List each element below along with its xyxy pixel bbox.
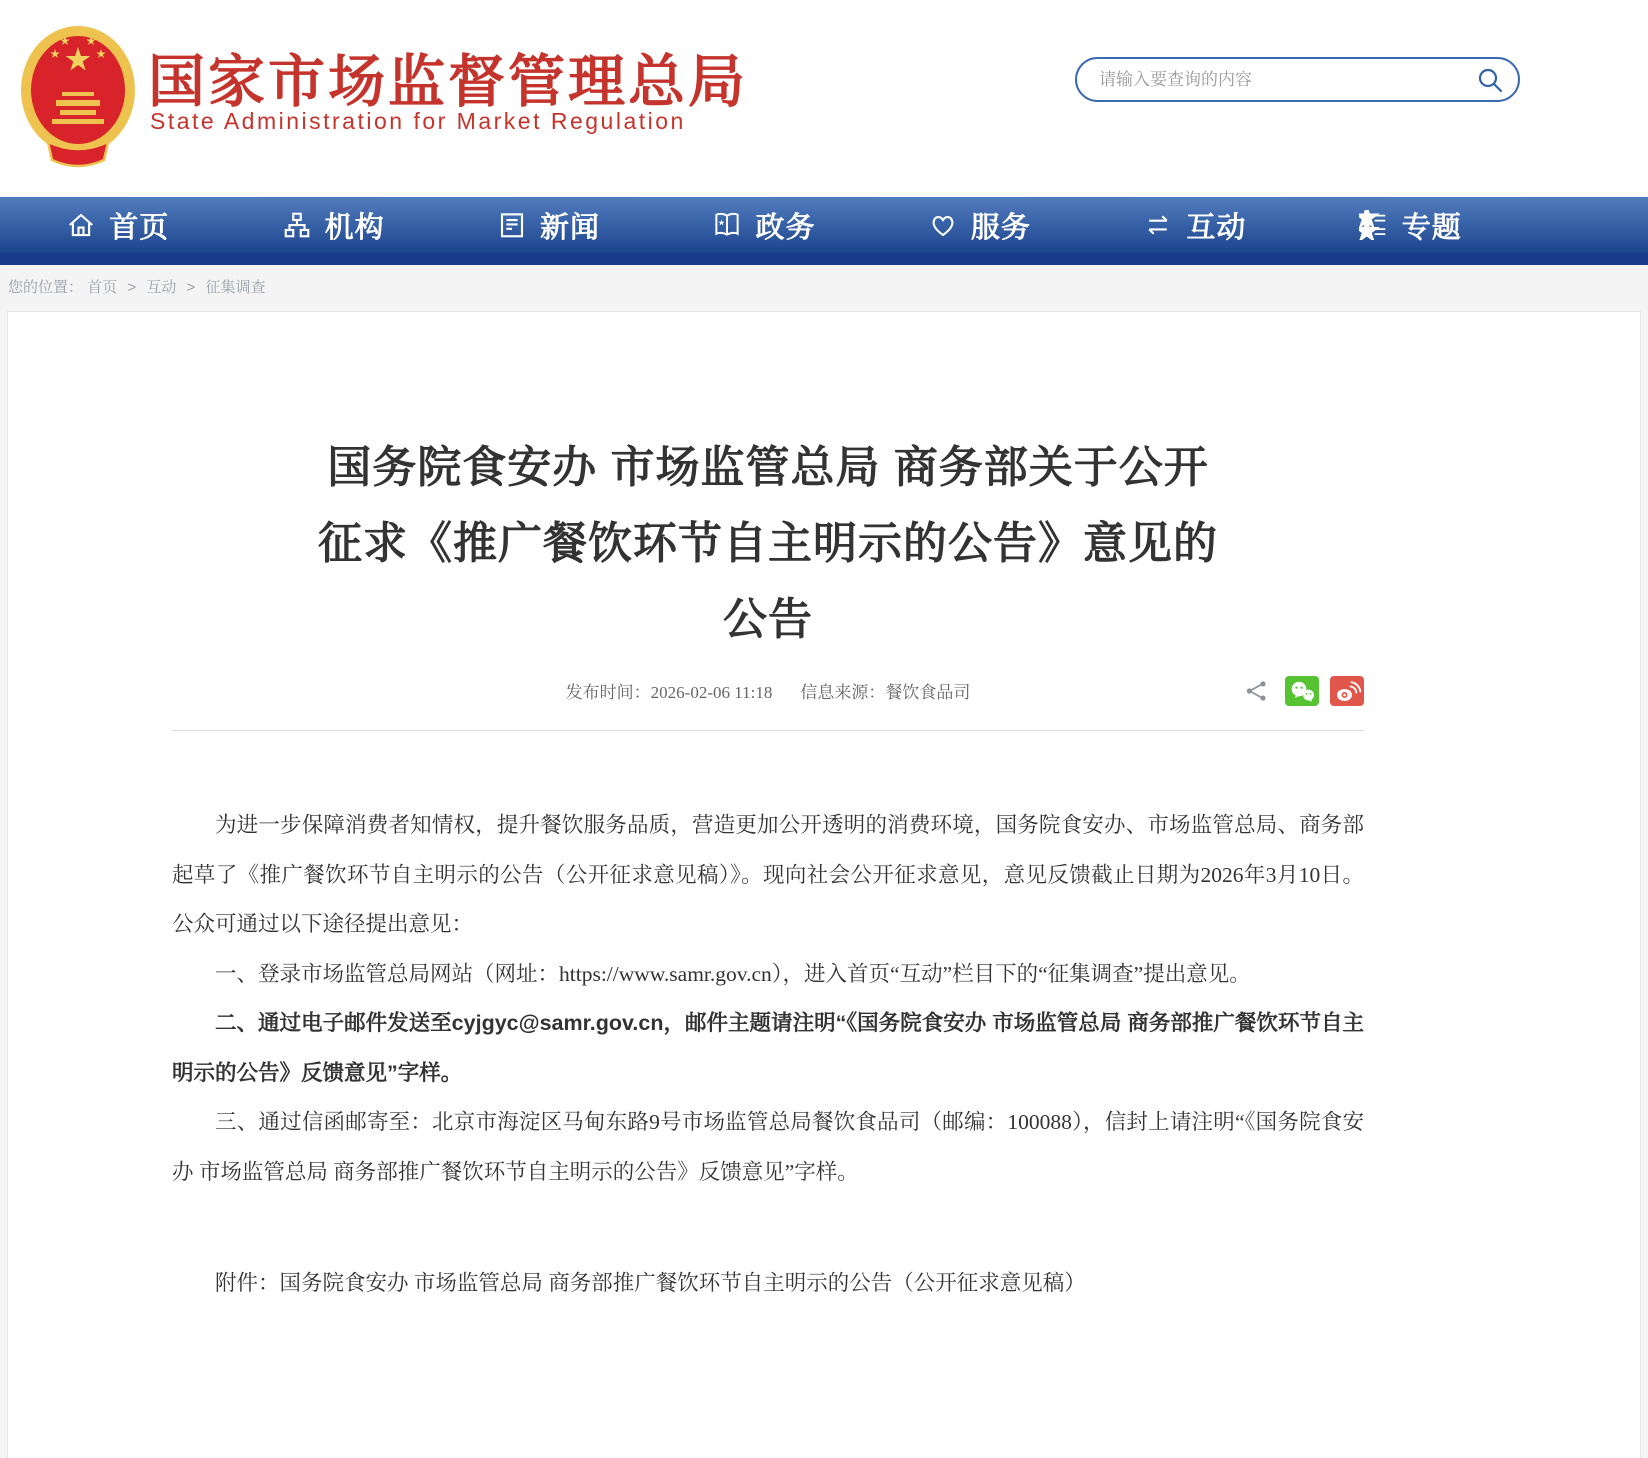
news-icon bbox=[497, 210, 527, 240]
paragraph: 一、登录市场监管总局网站（网址：https://www.samr.gov.cn），进入首页“互动”栏目下的“征集调查”提出意见。 bbox=[215, 961, 1251, 986]
nav-item-gov-affairs[interactable] bbox=[712, 205, 815, 246]
publish-time-value: 2026-02-06 11:18 bbox=[650, 683, 773, 702]
nav-label: 政务 bbox=[755, 211, 816, 244]
nav-item-services[interactable] bbox=[928, 205, 1031, 246]
search-button[interactable] bbox=[1476, 66, 1504, 94]
nav-item-interact[interactable] bbox=[1143, 205, 1246, 246]
article-title bbox=[172, 312, 1364, 658]
breadcrumb-prefix: 您的位置： bbox=[8, 279, 84, 296]
heart-icon bbox=[928, 210, 958, 240]
nav-label: 专题 bbox=[1401, 211, 1462, 244]
breadcrumb-separator: > bbox=[127, 279, 137, 296]
nav-label: 首页 bbox=[109, 211, 170, 244]
wechat-icon[interactable] bbox=[1285, 676, 1319, 706]
article-body bbox=[172, 801, 1364, 1197]
paragraph: 三、通过信函邮寄至：北京市海淀区马甸东路9号市场监管总局餐饮食品司（邮编：100088），信封上请注明“《国务院食安办 市场监管总局 商务部推广餐饮环节自主明示的公告》反馈意见”字样。 bbox=[172, 1110, 1364, 1184]
breadcrumb-home-link[interactable]: 首页 bbox=[87, 279, 118, 296]
article-title-line: 国务院食安办 市场监管总局 商务部关于公开 bbox=[327, 443, 1209, 492]
article-meta bbox=[172, 676, 1364, 710]
nav-label: 服务 bbox=[970, 211, 1031, 244]
breadcrumb-separator: > bbox=[186, 279, 196, 296]
breadcrumb-interact-link[interactable]: 互动 bbox=[146, 279, 177, 296]
nav-label: 机构 bbox=[324, 211, 385, 244]
site-header bbox=[0, 0, 1648, 197]
main-nav bbox=[0, 197, 1648, 253]
site-subtitle-en: State Administration for Market Regulation bbox=[150, 108, 686, 134]
star-list-icon bbox=[1359, 210, 1389, 240]
search-icon bbox=[1476, 82, 1504, 97]
national-emblem-logo[interactable] bbox=[18, 22, 138, 170]
nav-item-orgs[interactable] bbox=[282, 205, 385, 246]
share-nodes-icon[interactable] bbox=[1240, 676, 1274, 706]
nav-item-news[interactable] bbox=[497, 205, 600, 246]
paragraph: 为进一步保障消费者知情权，提升餐饮服务品质，营造更加公开透明的消费环境，国务院食安办、市场监管总局、商务部起草了《推广餐饮环节自主明示的公告（公开征求意见稿）》。现向社会公开征求意见，意见反馈截止日期为2026年3月10日。公众可通过以下途径提出意见： bbox=[172, 813, 1364, 936]
search-box bbox=[1075, 57, 1520, 102]
meta-divider bbox=[172, 730, 1364, 731]
article-title-line: 征求《推广餐饮环节自主明示的公告》意见的 bbox=[318, 519, 1218, 568]
source-value: 餐饮食品司 bbox=[885, 683, 971, 702]
attachment-link[interactable]: 附件：国务院食安办 市场监管总局 商务部推广餐饮环节自主明示的公告（公开征求意见稿） bbox=[215, 1271, 1086, 1295]
source-label: 信息来源： bbox=[800, 683, 886, 702]
article-title-line: 公告 bbox=[723, 595, 813, 644]
share-group bbox=[1240, 676, 1364, 706]
paragraph-email-channel: 二、通过电子邮件发送至cyjgyc@samr.gov.cn，邮件主题请注明“《国务院食安办 市场监管总局 商务部推广餐饮环节自主明示的公告》反馈意见”字样。 bbox=[172, 1011, 1364, 1085]
gov-icon bbox=[712, 210, 742, 240]
breadcrumb-survey-link[interactable]: 征集调查 bbox=[205, 279, 266, 296]
nav-label: 互动 bbox=[1186, 211, 1247, 244]
nav-item-home[interactable] bbox=[66, 205, 169, 246]
home-icon bbox=[66, 210, 96, 240]
breadcrumb bbox=[0, 265, 1648, 311]
site-title: 国家市场监督管理总局 bbox=[148, 50, 748, 114]
search-input[interactable] bbox=[1099, 59, 1459, 100]
org-icon bbox=[282, 210, 312, 240]
article-card bbox=[7, 311, 1641, 1458]
nav-item-topics[interactable] bbox=[1359, 205, 1462, 246]
nav-label: 新闻 bbox=[540, 211, 601, 244]
publish-time-label: 发布时间： bbox=[565, 683, 651, 702]
nav-bottom-strip bbox=[0, 253, 1648, 265]
swap-arrows-icon bbox=[1143, 210, 1173, 240]
weibo-icon[interactable] bbox=[1330, 676, 1364, 706]
